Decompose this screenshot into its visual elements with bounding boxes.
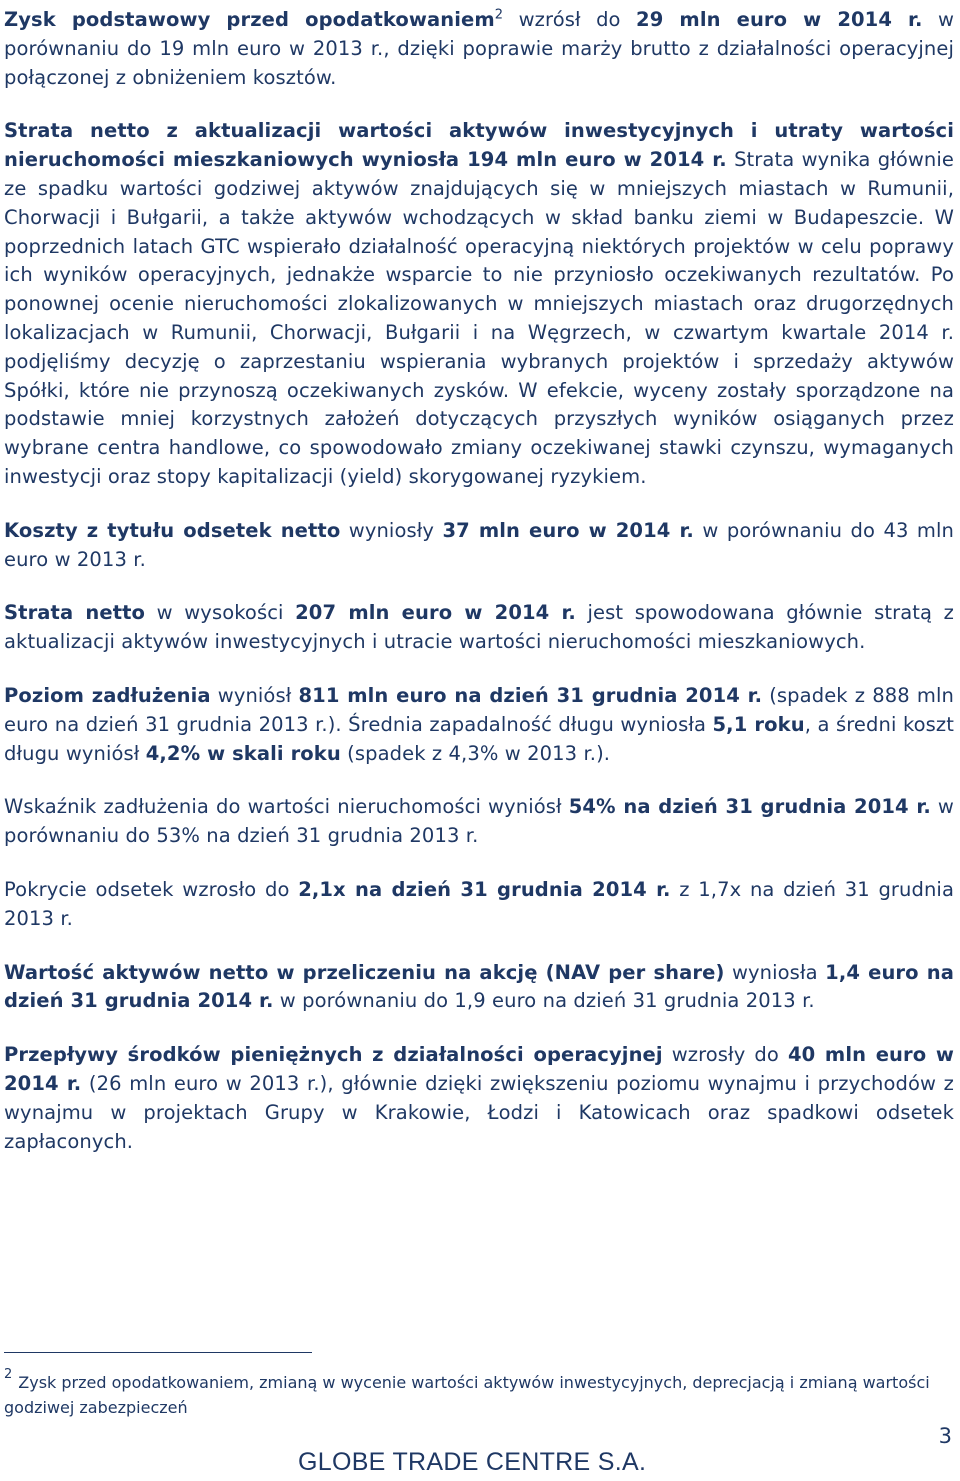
body-text: jest spowodowana głównie stratą z aktualizacji aktywów inwestycyjnych i utracie wartości nieruchomości mieszkaniowych. <box>4 601 954 654</box>
bold-text: 207 mln euro w 2014 r. <box>295 601 576 625</box>
body-text: w porównaniu do 43 mln euro w 2013 r. <box>4 518 954 571</box>
bold-text: Zysk podstawowy przed opodatkowaniem <box>4 8 495 31</box>
bold-text: 29 mln euro w 2014 r. <box>636 8 923 31</box>
bold-text: Przepływy środków pieniężnych z działalności operacyjnej <box>4 1043 663 1067</box>
paragraph-interest-coverage <box>4 876 954 934</box>
footer-company-name: GLOBE TRADE CENTRE S.A. <box>298 1448 647 1476</box>
body-text: wzrosły do <box>662 1043 788 1067</box>
footnote-reference: 2 <box>494 7 504 23</box>
paragraph-nav-per-share <box>4 959 954 1017</box>
body-text: wyniosły <box>340 518 443 542</box>
bold-text: Wartość aktywów netto w przeliczeniu na akcję (NAV per share) <box>4 960 725 984</box>
body-text: (spadek z 888 mln euro na dzień 31 grudnia 2013 r.). Średnia zapadalność długu wyniosła <box>4 683 954 736</box>
footnote-text: Zysk przed opodatkowaniem, zmianą w wycenie wartości aktywów inwestycyjnych, deprecjacją i zmianą wartości godziwej zabezpieczeń <box>4 1373 930 1417</box>
paragraph-revaluation-loss <box>4 117 954 491</box>
bold-text: Koszty z tytułu odsetek netto <box>4 518 341 542</box>
body-text: w porównaniu do 1,9 euro na dzień 31 grudnia 2013 r. <box>273 989 815 1013</box>
paragraph-profit-before-tax <box>4 6 954 92</box>
body-text: (26 mln euro w 2013 r.), głównie dzięki zwiększeniu poziomu wynajmu i przychodów z wynajmu w projektach Grupy w Krakowie, Łodzi i Katowicach oraz spadkowi odsetek zapłaconych. <box>4 1071 954 1153</box>
bold-text: 40 mln euro w 2014 r. <box>4 1043 954 1095</box>
bold-text: 37 mln euro w 2014 r. <box>442 518 694 542</box>
paragraph-operating-cash-flow <box>4 1041 954 1156</box>
paragraph-ltv <box>4 793 954 851</box>
bold-text: 811 mln euro na dzień 31 grudnia 2014 r. <box>298 683 763 707</box>
bold-text: 4,2% w skali roku <box>145 741 341 765</box>
body-text: wyniosła <box>724 960 826 984</box>
body-text: wyniósł <box>210 683 299 707</box>
body-text: z 1,7x na dzień 31 grudnia 2013 r. <box>4 877 954 930</box>
body-text: Strata wynika głównie ze spadku wartości godziwej aktywów znajdujących się w mniejszych miastach w Rumunii, Chorwacji i Bułgarii, a także aktywów wchodzących w skład banku ziemi w Budapeszcie. W poprzednich latach GTC wspierało działalność operacyjną niektórych projektów w celu poprawy ich wyników operacyjnych, jednakże wsparcie to nie przyniosło oczekiwanych rezultatów. Po ponownej ocenie nieruchomości zlokalizowanych w mniejszych miastach oraz drugorzędnych lokalizacjach w Rumunii, Chorwacji, Bułgarii i na Węgrzech, w czwartym kwartale 2014 r. podjęliśmy decyzję o zaprzestaniu wspierania wybranych projektów i sprzedaży aktywów Spółki, które nie przynoszą oczekiwanych zysków. W efekcie, wyceny zostały sporządzone na podstawie mniej korzystnych założeń dotyczących przyszłych wyników osiąganych przez wybrane centra handlowe, co spowodowało zmiany oczekiwanej stawki czynszu, wymaganych inwestycji oraz stopy kapitalizacji (yield) skorygowanej ryzykiem. <box>4 148 954 488</box>
bold-text: 2,1x na dzień 31 grudnia 2014 r. <box>298 877 671 901</box>
body-text: w porównaniu do 19 mln euro w 2013 r., dzięki poprawie marży brutto z działalności operacyjnej połączonej z obniżeniem kosztów. <box>4 8 954 89</box>
paragraph-interest-costs <box>4 517 954 575</box>
body-text: wzrósł do <box>503 8 637 31</box>
bold-text: Strata netto z aktualizacji wartości aktywów inwestycyjnych i utraty wartości nieruchomości mieszkaniowych wyniosła 194 mln euro w 2014 r. <box>4 119 954 172</box>
body-text: , a średni koszt długu wyniósł <box>4 712 955 765</box>
paragraph-net-loss <box>4 599 954 657</box>
bold-text: Strata netto <box>4 601 146 625</box>
paragraph-debt-level <box>4 682 954 768</box>
body-text: (spadek z 4,3% w 2013 r.). <box>340 741 611 765</box>
page-number: 3 <box>938 1424 952 1448</box>
body-text: Pokrycie odsetek wzrosło do <box>4 877 299 901</box>
bold-text: Poziom zadłużenia <box>4 683 211 707</box>
footnote <box>4 1362 944 1420</box>
body-text: w wysokości <box>145 601 296 625</box>
body-text: Wskaźnik zadłużenia do wartości nieruchomości wyniósł <box>4 795 569 819</box>
document-body <box>4 0 954 1156</box>
bold-text: 1,4 euro na dzień 31 grudnia 2014 r. <box>4 960 955 1013</box>
bold-text: 54% na dzień 31 grudnia 2014 r. <box>568 795 931 819</box>
footnote-separator <box>4 1352 312 1353</box>
bold-text: 5,1 roku <box>712 712 805 736</box>
body-text: w porównaniu do 53% na dzień 31 grudnia 2013 r. <box>4 795 954 848</box>
footnote-mark: 2 <box>4 1367 13 1382</box>
